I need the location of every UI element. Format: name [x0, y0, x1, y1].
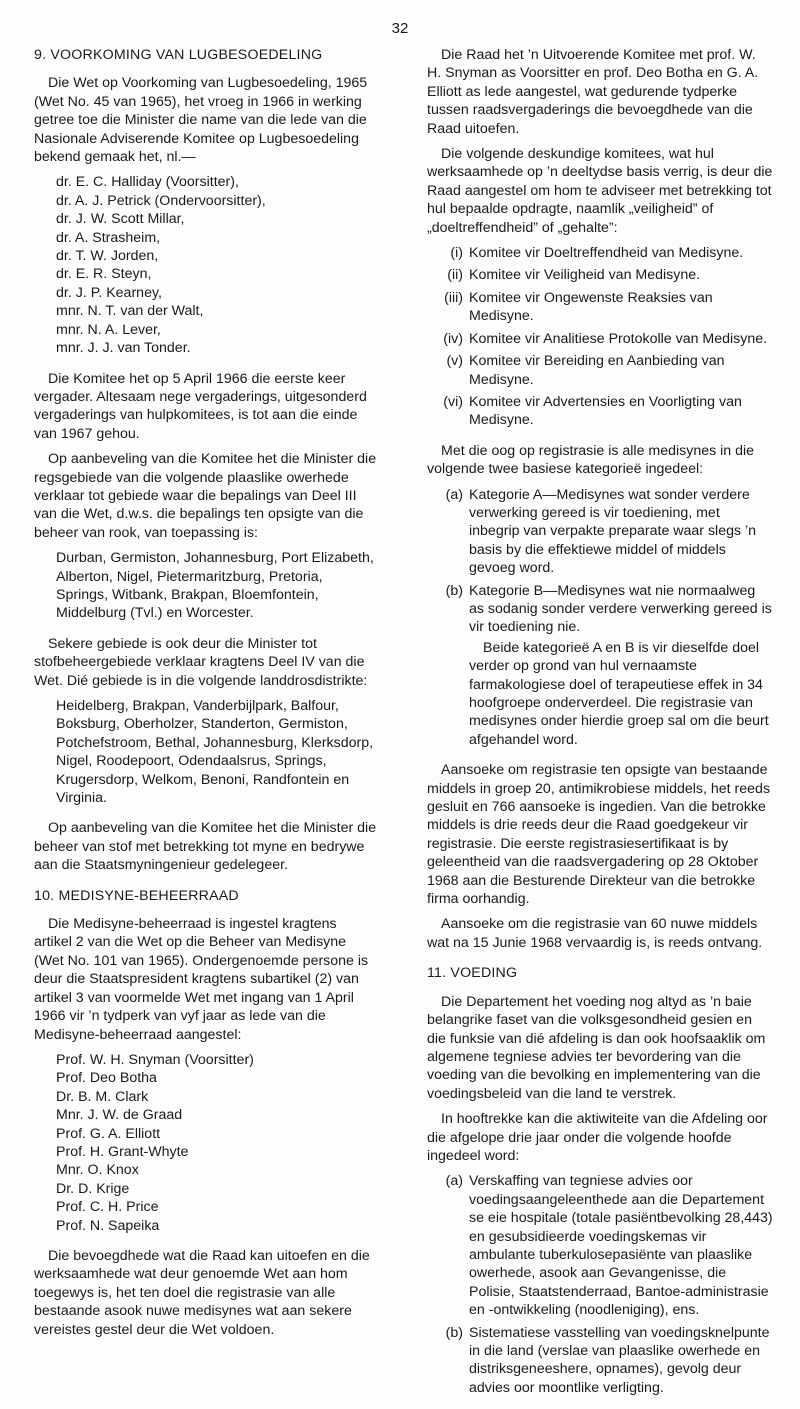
- item-text-main: Kategorie B—Medisynes wat nie normaalweg as sodanig sonder verdere verwerking gereed is vir toediening nie.: [469, 582, 772, 636]
- list-item: [427, 393, 773, 430]
- member-name: Mnr. O. Knox: [56, 1162, 139, 1179]
- section-10-heading: 10. MEDISYNE-BEHEERRAAD: [34, 887, 239, 904]
- item-label: (iv): [443, 330, 463, 347]
- member-name: Prof. C. H. Price: [56, 1199, 159, 1216]
- member-name: Prof. W. H. Snyman (Voorsitter): [56, 1051, 254, 1068]
- paragraph: Aansoeke om die registrasie van 60 nuwe middels wat na 15 Junie 1968 vervaardig is, is reeds ontvang.: [427, 916, 763, 951]
- item-text: [469, 582, 773, 750]
- paragraph: Die Departement het voeding nog altyd as ’n baie belangrike faset van die volksgesondheid gesien en die funksie van dié afdeling is dan ook hoofsaaklik om algemene tegniese advies ter bevordering van die voeding van die bevolking en implementering van die voedingsbeleid van die land te verstrek.: [427, 993, 766, 1102]
- member-name: dr. T. W. Jorden,: [56, 248, 159, 265]
- member-name: dr. E. C. Halliday (Voorsitter),: [56, 174, 239, 191]
- board-member-list: [56, 1051, 378, 1235]
- list-item: [427, 266, 773, 284]
- smoke-control-areas: Durban, Germiston, Johannesburg, Port Elizabeth, Alberton, Nigel, Pietermaritzburg, Pretoria, Springs, Witbank, Brakpan, Bloemfontein, Middelburg (Tvl.) en Worcester.: [56, 550, 374, 622]
- item-text: Komitee vir Bereiding en Aanbieding van Medisyne.: [469, 353, 725, 388]
- item-text: Kategorie A—Medisynes wat sonder verdere verwerking gereed is vir toediening, met inbegrip van verpakte preparate waar slegs ’n basis by die effektiewe middel of middels gevoeg word.: [469, 486, 757, 577]
- item-text: Sistematiese vasstelling van voedingsknelpunte in die land (verslae van plaaslike owerhede en distriksgeneeshere, opnames), gevolg deur advies oor moontlike verligting.: [469, 1324, 770, 1396]
- member-name: Prof. Deo Botha: [56, 1070, 157, 1087]
- paragraph: Die Raad het ’n Uitvoerende Komitee met prof. W. H. Snyman as Voorsitter en prof. Deo Botha en G. A. Elliott as lede aangestel, wat gedurende tydperke tussen raadsvergaderings die bevoegdhede van die Raad uitoefen.: [427, 47, 759, 137]
- member-name: dr. J. P. Kearney,: [56, 284, 162, 301]
- member-name: Dr. B. M. Clark: [56, 1088, 149, 1105]
- member-name: Prof. G. A. Elliott: [56, 1125, 161, 1142]
- member-name: dr. A. Strasheim,: [56, 229, 161, 246]
- activity-list: [427, 1172, 773, 1397]
- member-name: mnr. N. A. Lever,: [56, 321, 161, 338]
- item-label: (v): [446, 353, 463, 370]
- list-item: [427, 244, 773, 262]
- left-column: [34, 46, 378, 1346]
- list-item: [427, 352, 773, 389]
- section-11-heading: 11. VOEDING: [427, 965, 518, 982]
- paragraph: Die Wet op Voorkoming van Lugbesoedeling, 1965 (Wet No. 45 van 1965), het vroeg in 1966 in werking getree toe die Minister die name van die lede van die Nasionale Adviserende Komitee op Lugbesoedeling bekend gemaak het, nl.—: [34, 75, 368, 166]
- paragraph: Aansoeke om registrasie ten opsigte van bestaande middels in groep 20, antimikrobiese middels, het reeds gesluit en 766 aansoeke is ingedien. Van die betrokke middels is drie reeds deur die Raad goedgekeur vir registrasie. Die eerste registrasiesertifikaat is by geleentheid van die raadsvergadering op 28 Oktober 1968 aan die Besturende Direkteur van die betrokke firma oorhandig.: [427, 762, 771, 908]
- item-text: Komitee vir Ongewenste Reaksies van Medisyne.: [469, 289, 713, 325]
- member-name: Mnr. J. W. de Graad: [56, 1107, 183, 1124]
- paragraph: Op aanbeveling van die Komitee het die Minister die beheer van stof met betrekking tot myne en bedrywe aan die Staatsmyningenieur gedelegeer.: [34, 820, 377, 874]
- paragraph: Op aanbeveling van die Komitee het die Minister die regsgebiede van die volgende plaaslike owerhede verklaar tot gebiede waar die bepalings van Deel III van die Wet, d.w.s. die bepalings ten opsigte van die beheer van rook, van toepassing is:: [34, 451, 377, 541]
- list-item: [427, 582, 773, 750]
- paragraph: In hooftrekke kan die aktiwiteite van die Afdeling oor die afgelope drie jaar onder die volgende hoofde ingedeel word:: [427, 1111, 768, 1164]
- item-label: (b): [445, 1324, 463, 1341]
- paragraph: Met die oog op registrasie is alle medisynes in die volgende twee basiese kategorieë ingedeel:: [427, 442, 755, 478]
- list-item: [427, 330, 773, 348]
- member-name: Prof. N. Sapeika: [56, 1217, 160, 1234]
- committee-list: [427, 244, 773, 430]
- item-text: Komitee vir Doeltreffendheid van Medisyne.: [469, 245, 744, 262]
- paragraph: Die Komitee het op 5 April 1966 die eerste keer vergader. Altesaam nege vergaderings, uitgesonderd vergaderings van hulpkomitees, is tot aan die einde van 1967 gehou.: [34, 370, 367, 442]
- item-label: (iii): [444, 289, 463, 306]
- item-text: Komitee vir Advertensies en Voorligting van Medisyne.: [469, 393, 742, 429]
- list-item: [427, 1324, 773, 1398]
- item-label: (vi): [443, 393, 463, 410]
- paragraph: Die Medisyne-beheerraad is ingestel kragtens artikel 2 van die Wet op die Beheer van Medisyne (Wet No. 101 van 1965). Ondergenoemde persone is deur die Staatspresident kragtens subartikel (2) van artikel 3 van voormelde Wet met ingang van 1 April 1966 vir ’n tydperk van vyf jaar as lede van die Medisyne-beheerraad aangestel:: [34, 916, 369, 1043]
- member-name: mnr. J. J. van Tonder.: [56, 340, 191, 357]
- list-item: [427, 486, 773, 578]
- committee-member-list: [56, 173, 378, 357]
- item-label: (ii): [447, 267, 463, 284]
- section-9-heading: 9. VOORKOMING VAN LUGBESOEDELING: [34, 47, 323, 63]
- category-list: [427, 486, 773, 750]
- paragraph: Die bevoegdhede wat die Raad kan uitoefen en die werksaamhede wat deur genoemde Wet aan hom toegewys is, het ten doel die registrasie van alle bestaande asook nuwe medisynes wat aan sekere vereistes gestel deur die Wet voldoen.: [34, 1247, 370, 1338]
- item-label: (a): [445, 486, 463, 503]
- member-name: dr. J. W. Scott Millar,: [56, 211, 185, 228]
- item-label: (b): [445, 582, 463, 599]
- member-name: Prof. H. Grant-Whyte: [56, 1143, 189, 1160]
- item-subparagraph: Beide kategorieë A en B is vir dieselfde doel verder op grond van hul vernaamste farmakologiese doel of terapeutiese effek in 34 hoofgroepe onderverdeel. Die registrasie van medisynes onder hierdie groep sal om die beurt afgehandel word.: [469, 639, 769, 748]
- member-name: mnr. N. T. van der Walt,: [56, 303, 204, 320]
- dust-control-districts: Heidelberg, Brakpan, Vanderbijlpark, Balfour, Boksburg, Oberholzer, Standerton, Germiston, Potchefstroom, Bethal, Johannesburg, Klerksdorp, Nigel, Roodepoort, Odendaalsrus, Springs, Krugersdorp, Welkom, Benoni, Randfontein en Virginia.: [56, 698, 374, 807]
- item-label: (i): [450, 245, 463, 262]
- member-name: dr. A. J. Petrick (Ondervoorsitter),: [56, 192, 266, 209]
- paragraph: Sekere gebiede is ook deur die Minister tot stofbeheergebiede verklaar kragtens Deel IV van die Wet. Dié gebiede is in die volgende landdrosdistrikte:: [34, 635, 368, 689]
- page-number: 32: [391, 20, 409, 37]
- paragraph: Die volgende deskundige komitees, wat hul werksaamhede op ’n deeltydse basis verrig, is deur die Raad aangestel om hom te adviseer met betrekking tot hul bepaalde opdragte, naamlik „veiligheid” of „doeltreffendheid” of „gehalte”:: [427, 146, 773, 236]
- item-text: Komitee vir Analitiese Protokolle van Medisyne.: [469, 330, 768, 347]
- list-item: [427, 1172, 773, 1319]
- item-label: (a): [445, 1173, 463, 1190]
- member-name: Dr. D. Krige: [56, 1180, 130, 1197]
- member-name: dr. E. R. Steyn,: [56, 266, 152, 283]
- item-text: Verskaffing van tegniese advies oor voedingsaangeleenthede aan die Departement se eie hospitale (totale pasiëntbevolking 28,443) en gesubsidieerde voedingskemas vir ambulante tuberkulosepasiënte van plaaslike owerhede, asook aan Gevangenisse, die Polisie, Staatstenderraad, Bantoe-administrasie en -ontwikkeling (noodleniging), ens.: [469, 1173, 773, 1319]
- list-item: [427, 289, 773, 326]
- right-column: [427, 46, 773, 1409]
- item-text: Komitee vir Veiligheid van Medisyne.: [469, 267, 701, 284]
